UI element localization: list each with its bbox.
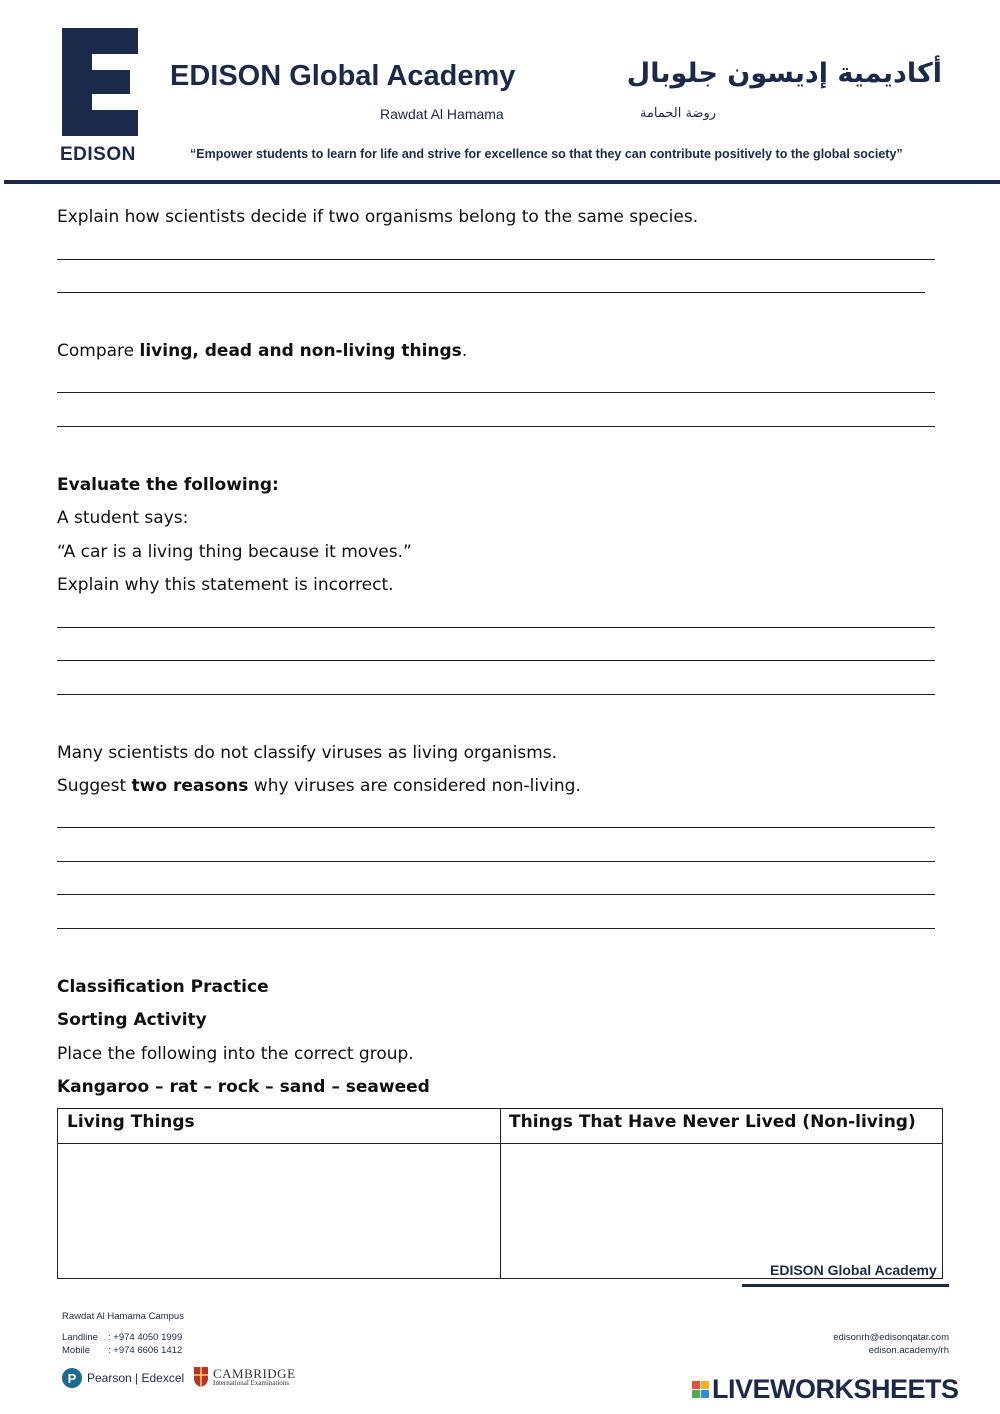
campus-name: Rawdat Al Hamama [380, 106, 504, 122]
header-non-living: Things That Have Never Lived (Non-living) [509, 1112, 916, 1132]
school-motto: “Empower students to learn for life and strive for excellence so that they can contribute positively to the global society” [190, 147, 903, 161]
living-things-drop-zone[interactable] [59, 1144, 499, 1278]
footer-mobile: : +974 6606 1412 [108, 1345, 183, 1356]
sorting-items: Kangaroo – rat – rock – sand – seaweed [57, 1077, 430, 1097]
evaluate-line-1: A student says: [57, 508, 189, 528]
liveworksheets-label: LIVEWORKSHEETS [712, 1374, 959, 1404]
cambridge-logo [193, 1366, 296, 1388]
footer-landline-label: Landline [62, 1332, 98, 1343]
sorting-table [57, 1108, 943, 1279]
answer-line[interactable] [57, 259, 935, 260]
answer-line[interactable] [57, 694, 935, 695]
liveworksheets-logo[interactable] [692, 1374, 959, 1405]
evaluate-instruction: Explain why this statement is incorrect. [57, 575, 394, 595]
footer-website[interactable]: edison.academy/rh [868, 1345, 949, 1356]
non-living-drop-zone[interactable] [502, 1144, 942, 1278]
footer-brand-underline [742, 1284, 949, 1287]
school-name: EDISON Global Academy [170, 60, 516, 92]
pearson-icon: P [62, 1368, 82, 1388]
answer-line[interactable] [57, 292, 925, 293]
logo-wordmark: EDISON [60, 144, 136, 165]
cambridge-label: CAMBRIDGE [213, 1366, 296, 1381]
footer-landline: : +974 4050 1999 [108, 1332, 183, 1343]
question-compare: Compare living, dead and non-living things. [57, 341, 468, 361]
edison-logo-icon [62, 28, 138, 136]
question-species: Explain how scientists decide if two organisms belong to the same species. [57, 207, 699, 227]
answer-line[interactable] [57, 627, 935, 628]
evaluate-quote: “A car is a living thing because it moves.” [57, 542, 412, 562]
answer-line[interactable] [57, 928, 935, 929]
answer-line[interactable] [57, 861, 935, 862]
footer-mobile-label: Mobile [62, 1345, 90, 1356]
pearson-edexcel-logo [62, 1368, 184, 1388]
lw-tile-i [701, 1381, 709, 1389]
lw-tile-l [692, 1381, 700, 1389]
virus-statement: Many scientists do not classify viruses as living organisms. [57, 743, 558, 763]
cambridge-sublabel: International Examinations [213, 1379, 290, 1387]
footer-brand: EDISON Global Academy [770, 1262, 937, 1278]
table-column-divider [500, 1109, 501, 1278]
pearson-label: Pearson | Edexcel [87, 1371, 185, 1385]
campus-name-arabic: روضة الحمامة [640, 106, 717, 121]
header-living-things: Living Things [67, 1112, 195, 1132]
classification-heading: Classification Practice [57, 977, 269, 997]
answer-line[interactable] [57, 660, 935, 661]
footer-campus: Rawdat Al Hamama Campus [62, 1311, 184, 1322]
answer-line[interactable] [57, 392, 935, 393]
sorting-instruction: Place the following into the correct group. [57, 1044, 414, 1064]
sorting-heading: Sorting Activity [57, 1010, 207, 1030]
lw-tile-v [692, 1390, 700, 1398]
answer-line[interactable] [57, 827, 935, 828]
footer-email[interactable]: edisonrh@edisonqatar.com [833, 1332, 949, 1343]
evaluate-heading: Evaluate the following: [57, 475, 279, 495]
cambridge-shield-icon [193, 1366, 209, 1388]
virus-question: Suggest two reasons why viruses are considered non-living. [57, 776, 581, 796]
liveworksheets-tiles-icon [692, 1381, 709, 1398]
header-divider [4, 180, 1000, 184]
answer-line[interactable] [57, 426, 935, 427]
answer-line[interactable] [57, 894, 935, 895]
school-name-arabic: أكاديمية إديسون جلوبال [626, 58, 942, 89]
lw-tile-e [701, 1390, 709, 1398]
